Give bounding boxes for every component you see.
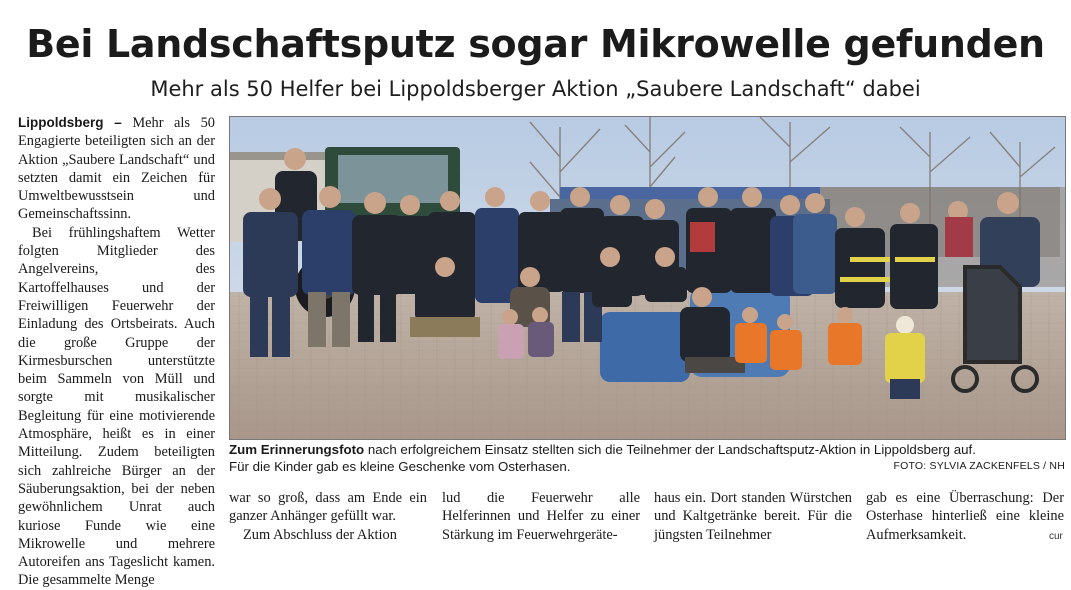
article-column-2 [229,489,427,544]
column-4-text: haus ein. Dort standen Würstchen und Kaltgetränke bereit. Für die jüngsten Teilnehmer [654,490,852,543]
column-2-text-2: Zum Abschluss der Aktion [243,526,397,543]
photo-credit: FOTO: SYLVIA ZACKENFELS / NH [893,460,1065,472]
caption-lead: Zum Erinnerungsfoto [229,442,365,457]
article-column-5 [866,489,1064,544]
caption-line-2: Für die Kinder gab es kleine Geschenke vom Osterhasen. [229,459,571,474]
column-3-text: lud die Feuerwehr alle Helferinnen und Helfer zu einer Stärkung im Feuerwehrgeräte- [442,490,640,543]
dateline: Lippoldsberg – [18,115,122,130]
caption-text-1: nach erfolgreichem Einsatz stellten sich die Teilnehmer der Landschaftsputz-Aktion in Lippoldsberg auf. [367,442,976,457]
article-paragraph-2: Bei frühlingshaftem Wetter folgten Mitglieder des Angelvereins, des Kartoffelhauses und der Freiwilligen Feuerwehr der Einladung des Ortsbeirats. Auch die große Gruppe der Kirmesburschen unterstützte beim Sammeln von Müll und sorgte mit musikalischer Begleitung für eine motivierende Atmosphäre, heißt es in einer Mitteilung. Zudem beteiligten sich zahlreiche Bürger an der Säuberungsaktion, bei der neben gewöhnlichem Unrat auch kuriose Funde wie eine Mikrowelle und mehrere Autoreifen ans Tageslicht kamen. Die gesammelte Menge [18,224,215,589]
article-column-4 [654,489,852,544]
column-5-text: gab es eine Überraschung: Der Osterhase hinterließ eine kleine Aufmerksamkeit. [866,490,1064,543]
caption-line-1 [229,441,1065,458]
photo-caption [229,441,1065,475]
paragraph-1-text: Mehr als 50 Engagierte beteiligten sich an der Aktion „Saubere Landschaft“ und setzten damit ein Zeichen für Umweltbewusstsein und Gemeinschaftssinn. [18,115,215,223]
subheadline: Mehr als 50 Helfer bei Lippoldsberger Aktion „Saubere Landschaft“ dabei [150,77,921,101]
column-2-text-1: war so groß, dass am Ende ein ganzer Anhänger gefüllt war. [229,490,427,525]
article-paragraph-1 [18,114,215,224]
headline: Bei Landschaftsputz sogar Mikrowelle gefunden [26,22,1045,66]
article-column-1 [18,114,215,590]
article-column-3 [442,489,640,544]
author-tag: cur [1049,531,1063,542]
group-photo [229,116,1066,440]
